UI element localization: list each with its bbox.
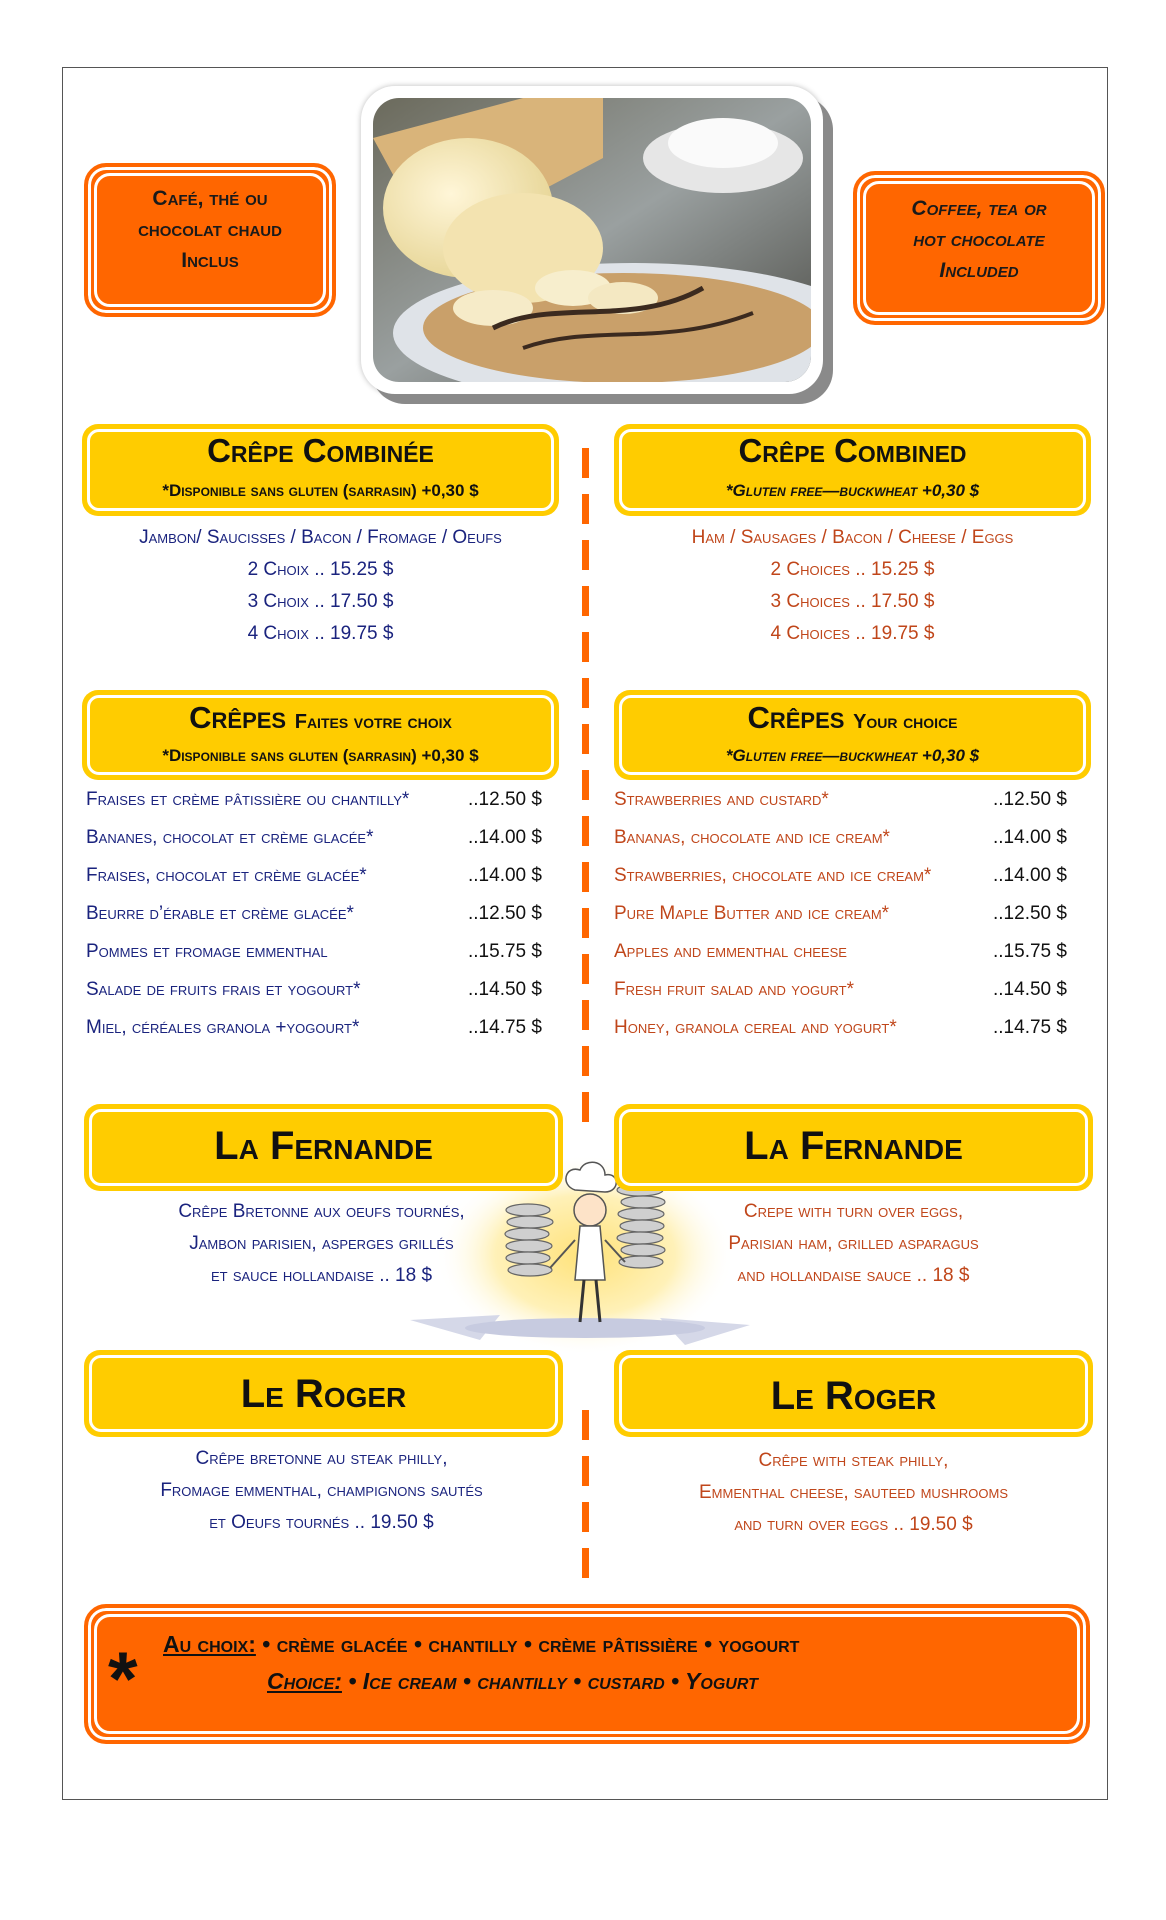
fernande-en-line: and hollandaise sauce .. 18 $ xyxy=(737,1265,970,1286)
crepe-item-fr: Fraises, chocolat et crème glacée* xyxy=(86,865,367,886)
combinee-en-line: 2 Choices .. 15.25 $ xyxy=(770,559,935,580)
crepe-item-en: Bananas, chocolate and ice cream* xyxy=(614,827,890,848)
fernande-lines-en xyxy=(614,1196,1093,1292)
toppings-en-label: Choice: xyxy=(267,1668,342,1694)
crepes-sub-en: *Gluten free—buckwheat +0,30 $ xyxy=(725,746,980,765)
drinks-en-line-3: Included xyxy=(939,259,1019,282)
crepe-item-fr: Beurre d’érable et crème glacée* xyxy=(86,903,354,924)
fernande-title-fr: La Fernande xyxy=(214,1124,433,1168)
toppings-fr-text: • crème glacée • chantilly • crème pâtissière • yogourt xyxy=(255,1631,800,1657)
combinee-en-line: 3 Choices .. 17.50 $ xyxy=(770,591,935,612)
crepes-title-fr-main: Crêpes xyxy=(189,700,287,735)
combinee-fr-line: Jambon/ Saucisses / Bacon / Fromage / Oeufs xyxy=(139,527,502,548)
fernande-lines-fr xyxy=(82,1196,561,1292)
crepe-item-fr: Miel, céréales granola +yogourt* xyxy=(86,1017,360,1038)
fernande-fr-line: et sauce hollandaise .. 18 $ xyxy=(210,1265,433,1286)
fernande-en-line: Parisian ham, grilled asparagus xyxy=(728,1233,979,1254)
crepe-item-en: Strawberries, chocolate and ice cream* xyxy=(614,865,932,886)
drinks-en-line-1: Coffee, tea or xyxy=(911,197,1047,220)
asterisk-icon: * xyxy=(108,1637,138,1722)
crepe-price-en: ..14.00 $ xyxy=(993,827,1067,848)
crepe-price-en: ..14.50 $ xyxy=(993,979,1067,1000)
fernande-fr-line: Crêpe Bretonne aux oeufs tournés, xyxy=(178,1201,465,1222)
crepe-price-en: ..12.50 $ xyxy=(993,789,1067,810)
drinks-fr-line-3: Inclus xyxy=(181,249,239,272)
fernande-title-en: La Fernande xyxy=(744,1124,963,1168)
crepe-item-en: Apples and emmenthal cheese xyxy=(614,941,847,962)
roger-en-line: and turn over eggs .. 19.50 $ xyxy=(734,1514,973,1535)
combinee-title-fr: Crêpe Combinée xyxy=(207,432,434,469)
crepe-price-en: ..15.75 $ xyxy=(993,941,1067,962)
crepe-price-fr: ..14.00 $ xyxy=(468,827,542,848)
roger-fr-line: et Oeufs tournés .. 19.50 $ xyxy=(209,1512,434,1533)
crepes-title-fr xyxy=(82,700,559,736)
toppings-en xyxy=(267,1668,758,1695)
crepe-price-fr: ..14.75 $ xyxy=(468,1017,542,1038)
drinks-text-en xyxy=(853,193,1105,286)
combinee-lines-fr xyxy=(82,522,559,650)
roger-fr-line: Fromage emmenthal, champignons sautés xyxy=(160,1480,483,1501)
crepe-price-en: ..14.75 $ xyxy=(993,1017,1067,1038)
combinee-en-line: 4 Choices .. 19.75 $ xyxy=(770,623,935,644)
roger-lines-en xyxy=(614,1445,1093,1541)
crepe-photo-frame xyxy=(361,86,823,394)
roger-lines-fr xyxy=(82,1443,561,1539)
crepe-price-fr: ..14.50 $ xyxy=(468,979,542,1000)
crepe-photo xyxy=(373,98,811,382)
crepe-price-fr: ..15.75 $ xyxy=(468,941,542,962)
crepe-price-fr: ..12.50 $ xyxy=(468,903,542,924)
combinee-fr-line: 2 Choix .. 15.25 $ xyxy=(247,559,394,580)
combinee-fr-line: 3 Choix .. 17.50 $ xyxy=(247,591,394,612)
combinee-title-en: Crêpe Combined xyxy=(738,432,967,469)
crepe-item-fr: Pommes et fromage emmenthal xyxy=(86,941,328,962)
toppings-fr-label: Au choix: xyxy=(163,1631,256,1657)
roger-fr-line: Crêpe bretonne au steak philly, xyxy=(195,1448,448,1469)
drinks-en-line-2: hot chocolate xyxy=(913,228,1045,251)
roger-en-line: Emmenthal cheese, sauteed mushrooms xyxy=(699,1482,1008,1503)
crepe-item-en: Pure Maple Butter and ice cream* xyxy=(614,903,890,924)
crepe-price-en: ..14.00 $ xyxy=(993,865,1067,886)
crepe-price-fr: ..12.50 $ xyxy=(468,789,542,810)
crepe-item-fr: Salade de fruits frais et yogourt* xyxy=(86,979,361,1000)
crepe-item-en: Strawberries and custard* xyxy=(614,789,829,810)
combinee-en-line: Ham / Sausages / Bacon / Cheese / Eggs xyxy=(691,527,1014,548)
crepe-item-en: Fresh fruit salad and yogurt* xyxy=(614,979,854,1000)
fernande-fr-line: Jambon parisien, asperges grillés xyxy=(189,1233,454,1254)
fernande-en-line: Crepe with turn over eggs, xyxy=(743,1201,964,1222)
crepe-item-fr: Bananes, chocolat et crème glacée* xyxy=(86,827,374,848)
crepes-title-en xyxy=(614,700,1091,736)
toppings-en-text: • Ice cream • chantilly • custard • Yogurt xyxy=(341,1668,758,1694)
crepe-price-en: ..12.50 $ xyxy=(993,903,1067,924)
combinee-sub-fr: *Disponible sans gluten (sarrasin) +0,30 $ xyxy=(162,481,479,500)
roger-title-en: Le Roger xyxy=(770,1374,937,1418)
crepe-item-en: Honey, granola cereal and yogurt* xyxy=(614,1017,897,1038)
crepes-title-en-main: Crêpes xyxy=(747,700,845,735)
drinks-fr-line-1: Café, thé ou xyxy=(152,187,268,210)
toppings-fr xyxy=(163,1631,799,1658)
combinee-sub-en: *Gluten free—buckwheat +0,30 $ xyxy=(725,481,980,500)
combinee-lines-en xyxy=(614,522,1091,650)
crepes-title-en-small: Your choice xyxy=(853,711,958,733)
crepe-item-fr: Fraises et crème pâtissière ou chantilly* xyxy=(86,789,410,810)
drinks-fr-line-2: chocolat chaud xyxy=(138,218,282,241)
crepe-price-fr: ..14.00 $ xyxy=(468,865,542,886)
roger-en-line: Crêpe with steak philly, xyxy=(758,1450,949,1471)
roger-title-fr: Le Roger xyxy=(240,1372,407,1416)
crepes-sub-fr: *Disponible sans gluten (sarrasin) +0,30 $ xyxy=(162,746,479,765)
drinks-text-fr xyxy=(84,183,336,276)
combinee-fr-line: 4 Choix .. 19.75 $ xyxy=(247,623,394,644)
crepes-title-fr-small: Faites votre choix xyxy=(294,711,452,733)
